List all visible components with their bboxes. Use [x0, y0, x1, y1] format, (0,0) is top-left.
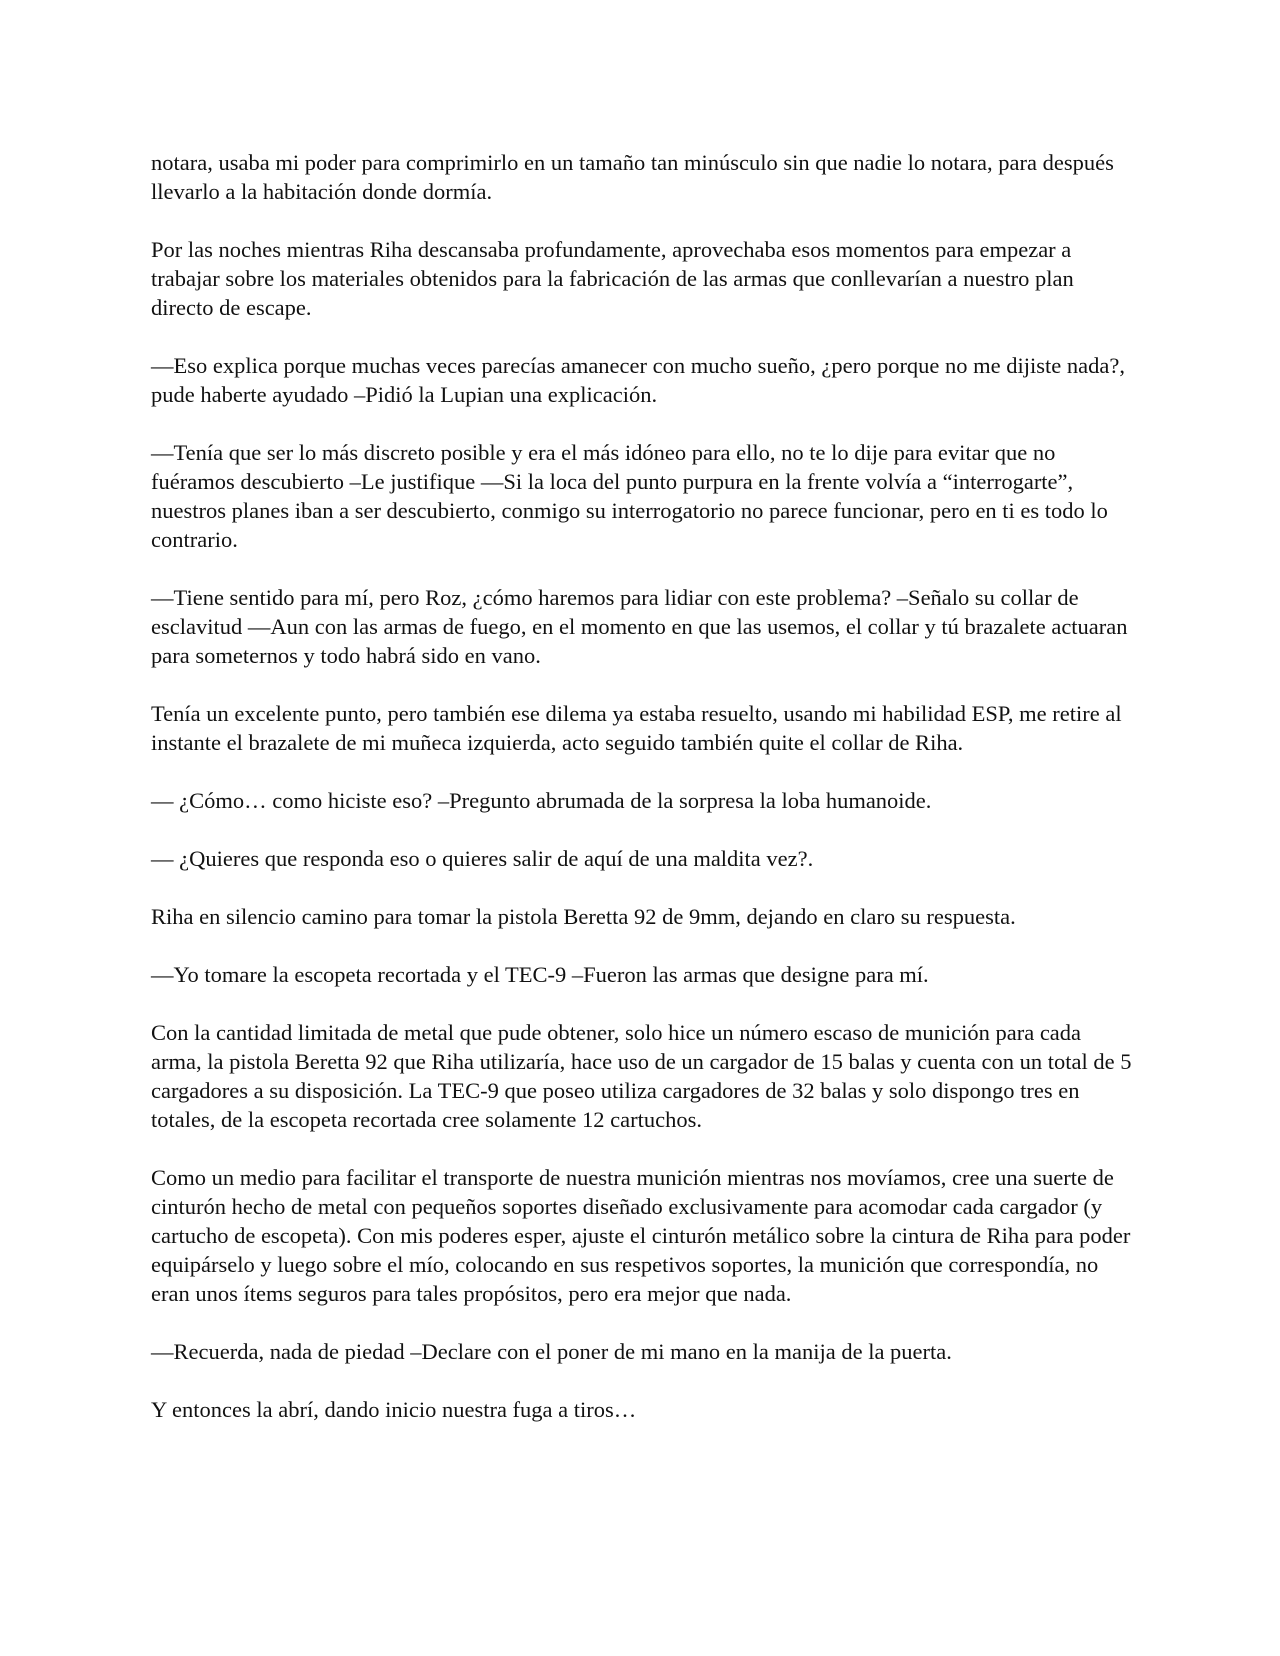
document-body — [151, 148, 1136, 1453]
paragraph: Por las noches mientras Riha descansaba profundamente, aprovechaba esos momentos para empezar a trabajar sobre los materiales obtenidos para la fabricación de las armas que conllevarían a nuestro plan directo de escape. — [151, 237, 1074, 320]
paragraph: —Eso explica porque muchas veces parecías amanecer con mucho sueño, ¿pero porque no me dijiste nada?, pude haberte ayudado –Pidió la Lupian una explicación. — [151, 353, 1125, 407]
paragraph: —Tenía que ser lo más discreto posible y era el más idóneo para ello, no te lo dije para evitar que no fuéramos descubierto –Le justifique —Si la loca del punto purpura en la frente volvía a “interrogarte”, nuestros planes iban a ser descubierto, conmigo su interrogatorio no parece funcionar, pero en ti es todo lo contrario. — [151, 440, 1108, 552]
paragraph: —Tiene sentido para mí, pero Roz, ¿cómo haremos para lidiar con este problema? –Señalo su collar de esclavitud —Aun con las armas de fuego, en el momento en que las usemos, el collar y tú brazalete actuaran para someternos y todo habrá sido en vano. — [151, 585, 1128, 668]
paragraph: Como un medio para facilitar el transporte de nuestra munición mientras nos movíamos, cree una suerte de cinturón hecho de metal con pequeños soportes diseñado exclusivamente para acomodar cada cargador (y cartucho de escopeta). Con mis poderes esper, ajuste el cinturón metálico sobre la cintura de Riha para poder equipárselo y luego sobre el mío, colocando en sus respetivos soportes, la munición que correspondía, no eran unos ítems seguros para tales propósitos, pero era mejor que nada. — [151, 1165, 1131, 1306]
paragraph: — ¿Cómo… como hiciste eso? –Pregunto abrumada de la sorpresa la loba humanoide. — [151, 788, 932, 813]
paragraph: — ¿Quieres que responda eso o quieres salir de aquí de una maldita vez?. — [151, 846, 814, 871]
paragraph: Y entonces la abrí, dando inicio nuestra fuga a tiros… — [151, 1397, 637, 1422]
paragraph: notara, usaba mi poder para comprimirlo en un tamaño tan minúsculo sin que nadie lo notara, para después llevarlo a la habitación donde dormía. — [151, 150, 1114, 204]
paragraph: Riha en silencio camino para tomar la pistola Beretta 92 de 9mm, dejando en claro su respuesta. — [151, 904, 1016, 929]
paragraph: Tenía un excelente punto, pero también ese dilema ya estaba resuelto, usando mi habilidad ESP, me retire al instante el brazalete de mi muñeca izquierda, acto seguido también quite el collar de Riha. — [151, 701, 1122, 755]
paragraph: —Yo tomare la escopeta recortada y el TEC-9 –Fueron las armas que designe para mí. — [151, 962, 929, 987]
paragraph: —Recuerda, nada de piedad –Declare con el poner de mi mano en la manija de la puerta. — [151, 1339, 952, 1364]
paragraph: Con la cantidad limitada de metal que pude obtener, solo hice un número escaso de munición para cada arma, la pistola Beretta 92 que Riha utilizaría, hace uso de un cargador de 15 balas y cuenta con un total de 5 cargadores a su disposición. La TEC-9 que poseo utiliza cargadores de 32 balas y solo dispongo tres en totales, de la escopeta recortada cree solamente 12 cartuchos. — [151, 1020, 1132, 1132]
